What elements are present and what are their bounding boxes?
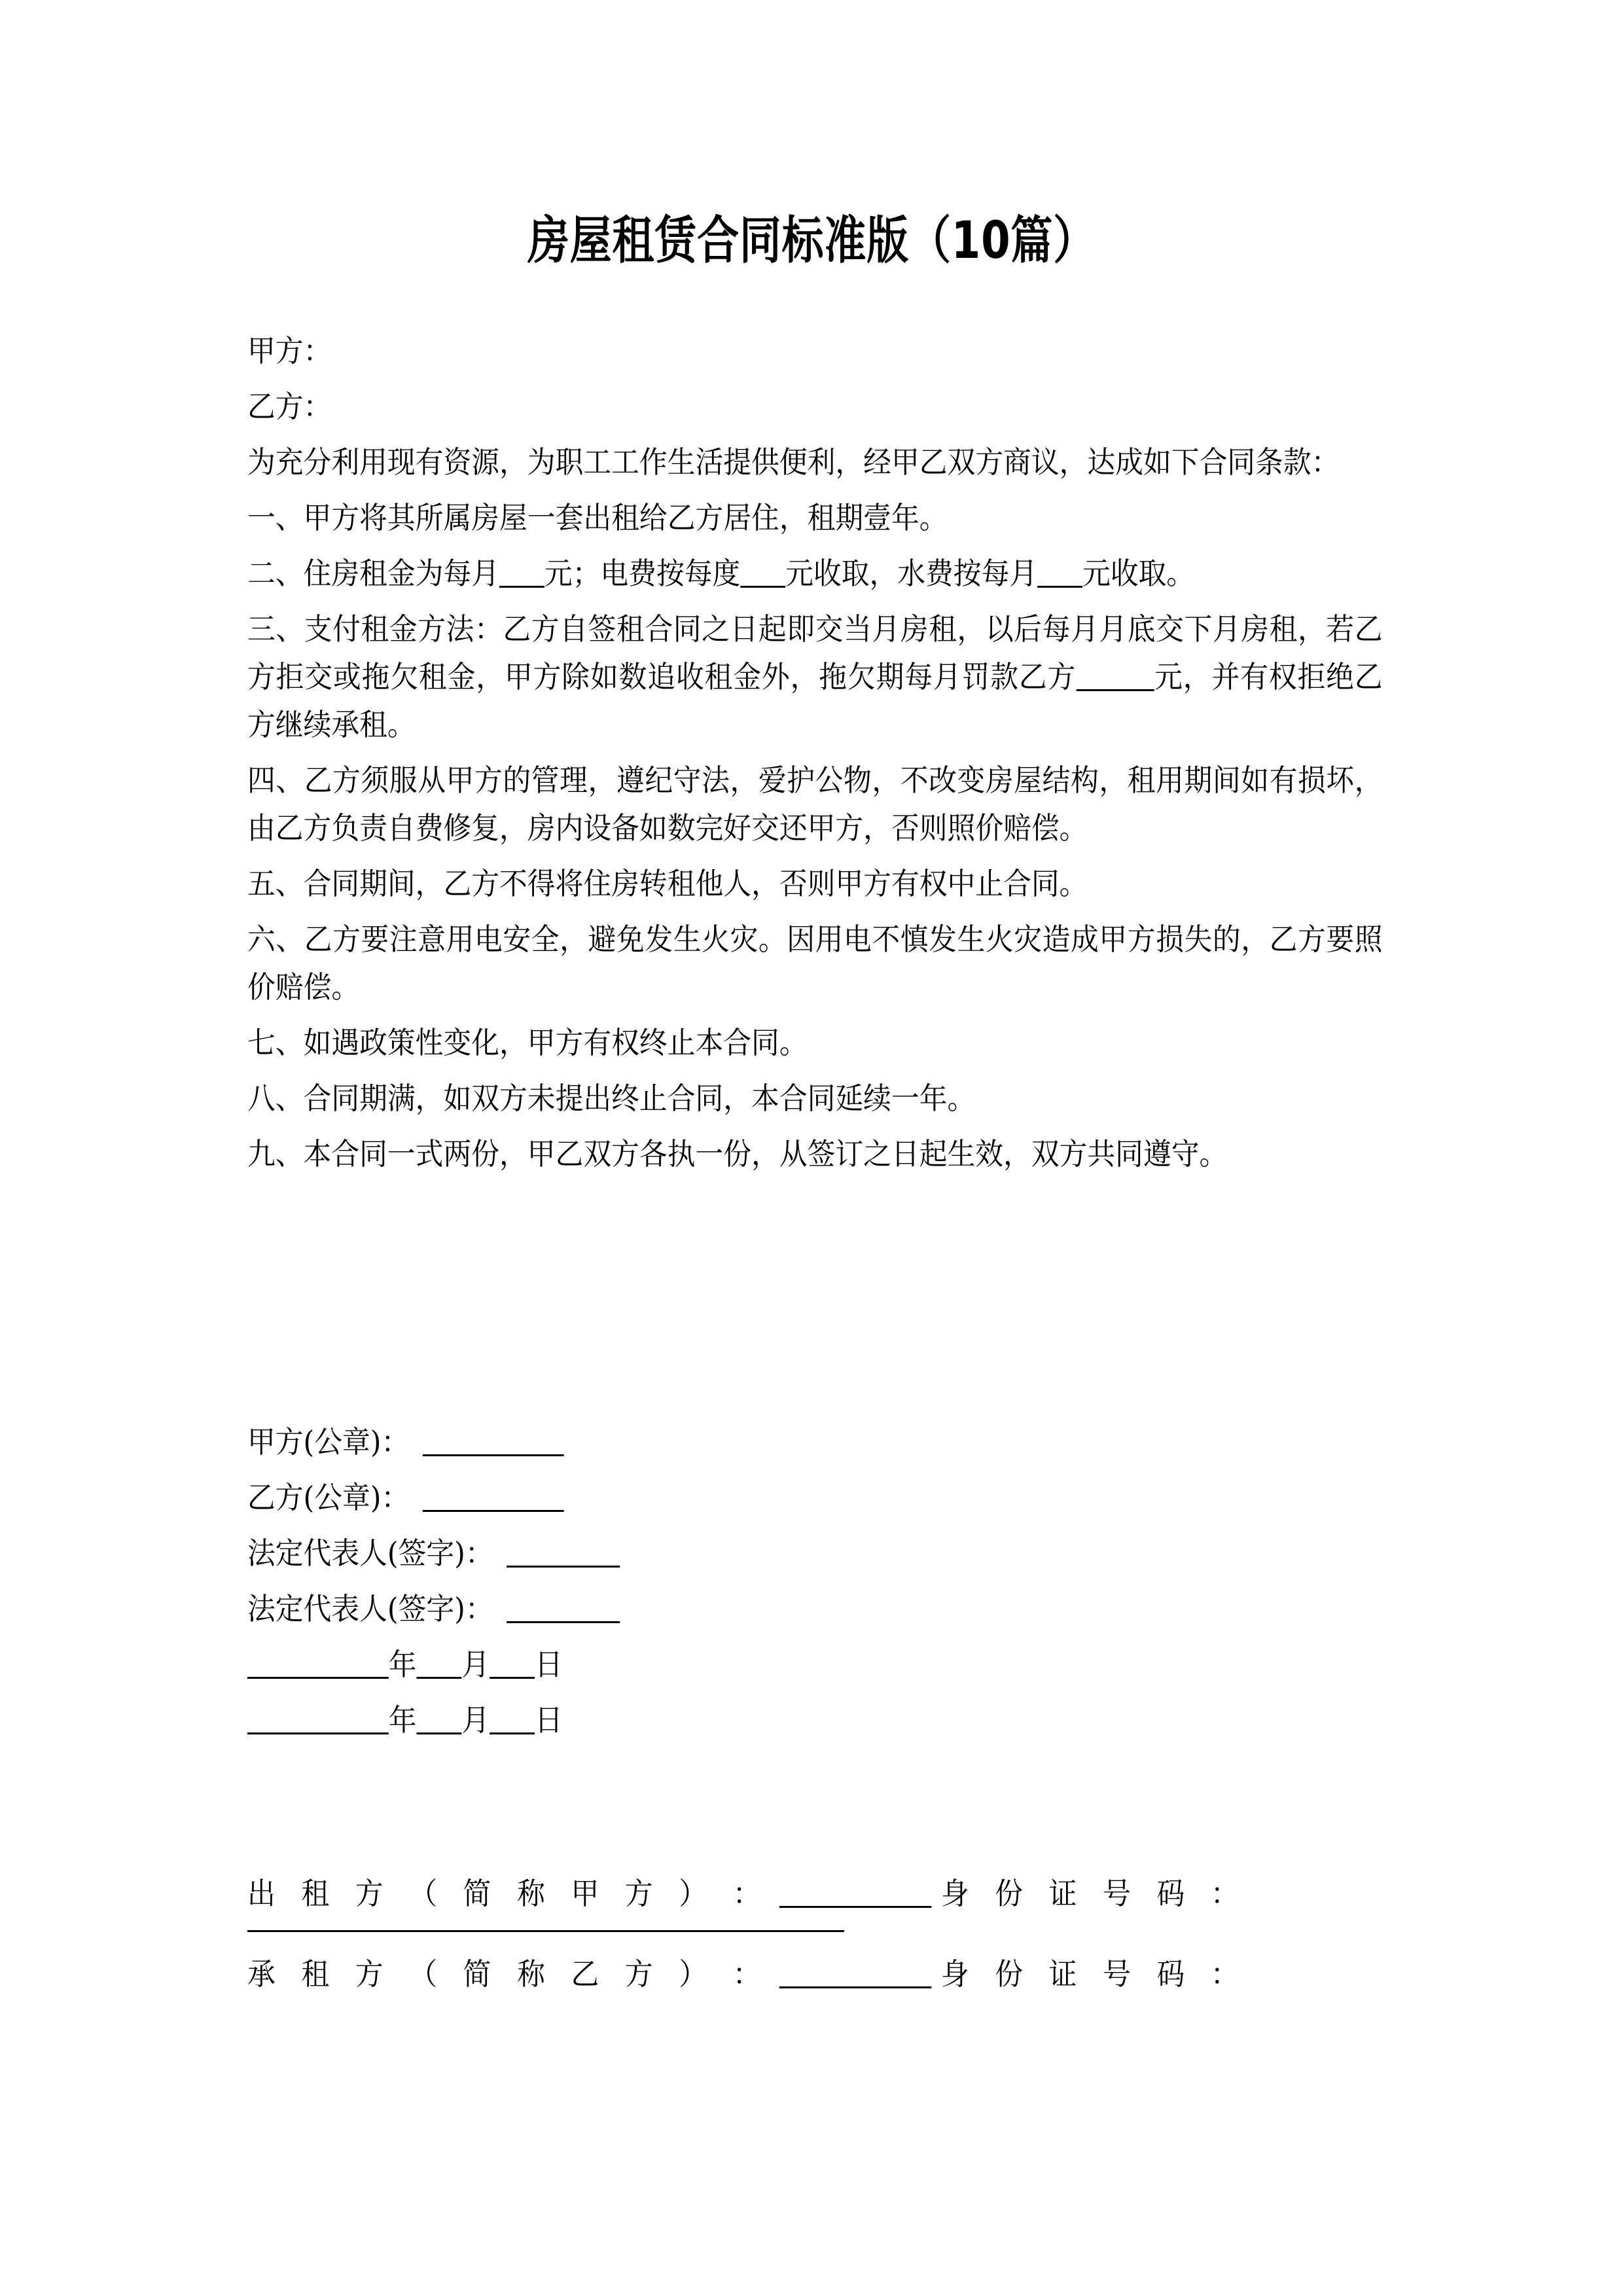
page-title: 房屋租赁合同标准版（10篇） — [527, 211, 1096, 271]
clause-3 — [247, 605, 1383, 749]
clause-2-blank-water[interactable] — [1037, 586, 1082, 588]
clause-6-number: 六、 — [247, 922, 304, 957]
lessor-line — [247, 1869, 1306, 1918]
clause-2-text-4: 元收取。 — [1082, 556, 1195, 591]
lessee-line — [247, 1949, 1306, 1999]
date-a-day-label: 日 — [534, 1647, 563, 1682]
clause-1-text: 甲方将其所属房屋一套出租给乙方居住，租期壹年。 — [303, 500, 948, 535]
date-b-year-label: 年 — [388, 1702, 417, 1738]
preamble-paragraph: 为充分利用现有资源，为职工工作生活提供便利，经甲乙双方商议，达成如下合同条款： — [247, 444, 1340, 480]
clause-8 — [247, 1075, 1383, 1122]
clause-8-number: 八、 — [247, 1081, 304, 1116]
seal-line-party-a — [247, 1418, 1304, 1466]
party-a-label: 甲方： — [247, 333, 332, 368]
lessee-id-label: 身 份 证 号 码 ： — [940, 1956, 1247, 1992]
clause-2-text-1: 住房租金为每月 — [303, 556, 500, 591]
lessee-label: 承 租 方 （ 简 称 乙 方 ） ： — [247, 1956, 770, 1992]
party-b-label: 乙方： — [247, 389, 332, 424]
seal-b-label: 乙方(公章)： — [247, 1480, 410, 1515]
clause-7-text: 如遇政策性变化，甲方有权终止本合同。 — [303, 1025, 808, 1060]
clause-2-blank-electric[interactable] — [740, 586, 785, 588]
clause-5 — [247, 860, 1383, 908]
seal-line-party-b — [247, 1474, 1304, 1522]
clause-3-text-2: 元，并有权拒绝乙方继续承租。 — [247, 659, 1383, 742]
clause-3-text-1: 支付租金方法：乙方自签租合同之日起即交当月房租，以后每月月底交下月房租，若乙方拒交或拖欠租金，甲方除如数追收租金外，拖欠期每月罚款乙方 — [247, 611, 1383, 694]
seal-a-label: 甲方(公章)： — [247, 1424, 410, 1460]
date-b-month-blank[interactable] — [417, 1732, 462, 1734]
clause-6 — [247, 916, 1383, 1011]
legal-rep-a-label: 法定代表人(签字)： — [247, 1535, 493, 1571]
clause-2-number: 二、 — [247, 556, 304, 591]
clause-7 — [247, 1019, 1383, 1067]
legal-rep-a-blank[interactable] — [507, 1566, 620, 1568]
signature-block — [247, 1418, 1383, 1752]
date-a-year-label: 年 — [388, 1647, 417, 1682]
date-a-year-blank[interactable] — [247, 1677, 389, 1679]
seal-b-blank[interactable] — [423, 1510, 564, 1512]
lessor-name-blank[interactable] — [779, 1906, 931, 1908]
clause-4-text: 乙方须服从甲方的管理，遵纪守法，爱护公物，不改变房屋结构，租用期间如有损坏，由乙方负责自费修复，房内设备如数完好交还甲方，否则照价赔偿。 — [247, 762, 1383, 846]
clause-9-number: 九、 — [247, 1136, 304, 1172]
clause-8-text: 合同期满，如双方未提出终止合同，本合同延续一年。 — [303, 1081, 976, 1116]
legal-rep-b-label: 法定代表人(签字)： — [247, 1591, 493, 1626]
lessor-id-label: 身 份 证 号 码 ： — [940, 1876, 1247, 1911]
date-a-month-blank[interactable] — [417, 1677, 462, 1679]
date-a-day-blank[interactable] — [490, 1677, 535, 1679]
clause-3-blank-penalty[interactable] — [1076, 689, 1154, 691]
clause-5-text: 合同期间，乙方不得将住房转租他人，否则甲方有权中止合同。 — [303, 866, 1088, 901]
lessor-id-continuation-rule[interactable] — [247, 1930, 844, 1932]
date-a-month-label: 月 — [461, 1647, 490, 1682]
party-identity-block — [247, 1869, 1386, 2005]
clause-4 — [247, 757, 1383, 852]
date-line-b — [247, 1696, 1304, 1744]
clause-9 — [247, 1130, 1383, 1178]
date-b-year-blank[interactable] — [247, 1732, 389, 1734]
seal-a-blank[interactable] — [423, 1454, 564, 1456]
clause-9-text: 本合同一式两份，甲乙双方各执一份，从签订之日起生效，双方共同遵守。 — [303, 1136, 1228, 1172]
clause-7-number: 七、 — [247, 1025, 304, 1060]
clause-2-text-2: 元；电费按每度 — [544, 556, 741, 591]
clause-1-number: 一、 — [247, 500, 304, 535]
date-line-a — [247, 1641, 1304, 1689]
clause-4-number: 四、 — [247, 762, 304, 798]
clause-1 — [247, 494, 1383, 542]
lessee-name-blank[interactable] — [779, 1986, 931, 1988]
clause-6-text: 乙方要注意用电安全，避免发生火灾。因用电不慎发生火灾造成甲方损失的，乙方要照价赔偿。 — [247, 922, 1383, 1005]
clause-2 — [247, 550, 1383, 598]
date-b-day-blank[interactable] — [490, 1732, 535, 1734]
legal-rep-b-blank[interactable] — [507, 1621, 620, 1623]
clause-3-number: 三、 — [247, 611, 304, 647]
clause-5-number: 五、 — [247, 866, 304, 901]
lessor-label: 出 租 方 （ 简 称 甲 方 ） ： — [247, 1876, 770, 1911]
legal-rep-line-a — [247, 1530, 1304, 1577]
clause-2-text-3: 元收取，水费按每月 — [785, 556, 1038, 591]
clause-2-blank-rent[interactable] — [499, 586, 544, 588]
legal-rep-line-b — [247, 1585, 1304, 1633]
document-body — [247, 327, 1383, 1186]
date-b-day-label: 日 — [534, 1702, 563, 1738]
date-b-month-label: 月 — [461, 1702, 490, 1738]
